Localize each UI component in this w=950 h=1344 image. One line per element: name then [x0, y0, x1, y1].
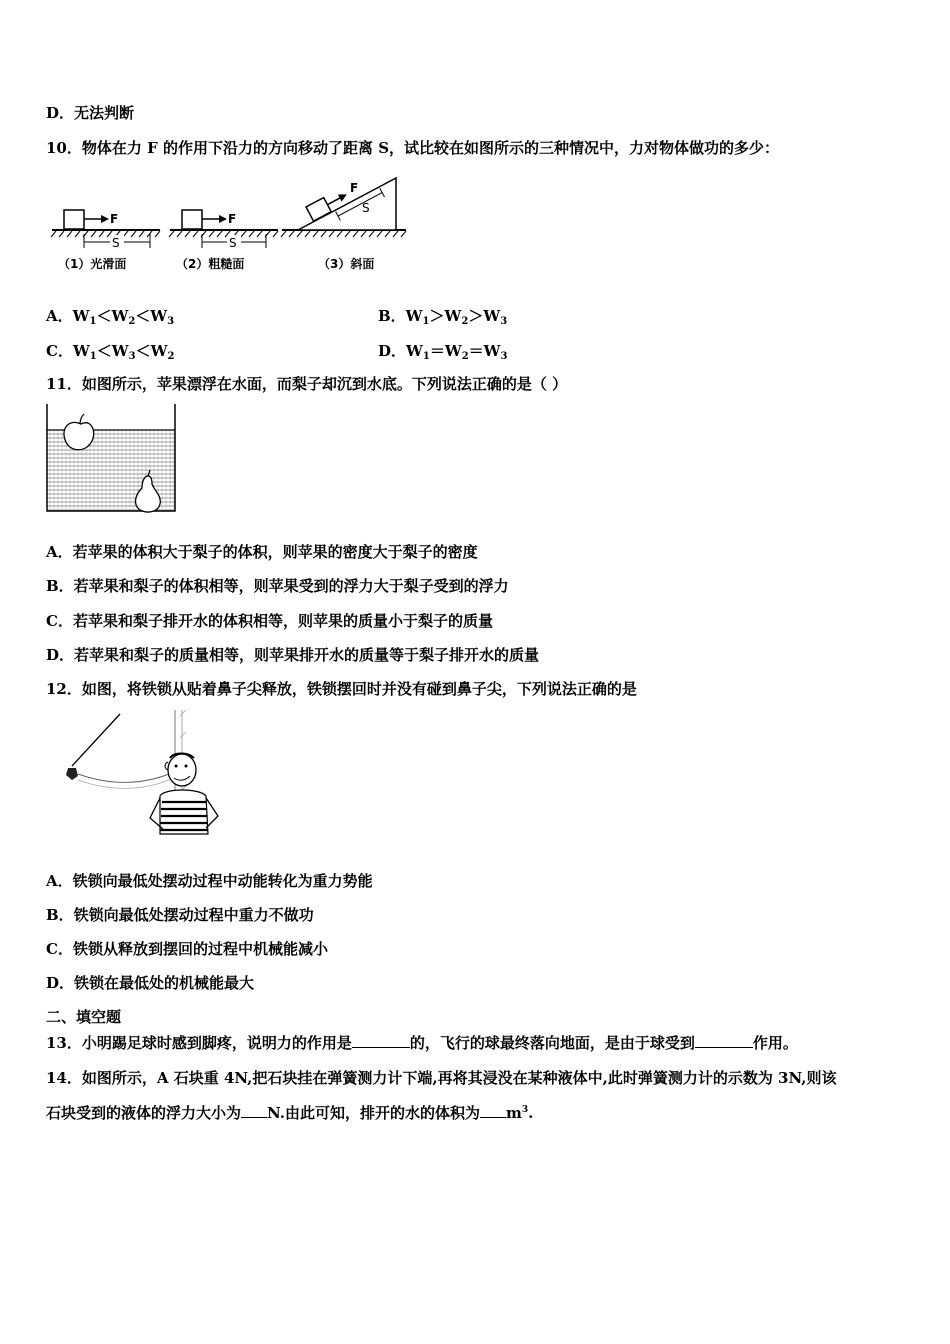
- q11-option-b: B．若苹果和梨子的体积相等，则苹果受到的浮力大于梨子受到的浮力: [46, 577, 509, 595]
- q11-option-c: C．若苹果和梨子排开水的体积相等，则苹果的质量小于梨子的质量: [46, 612, 493, 630]
- boy: [150, 754, 218, 835]
- q13-text: 13．小明踢足球时感到脚疼，说明力的作用是 的，飞行的球最终落向地面，是由于球受到 作用。: [46, 1034, 798, 1052]
- q10-figure-rough-surface: [169, 210, 278, 271]
- q10-figure-smooth-surface: [51, 210, 160, 271]
- q11-stem: 11．如图所示，苹果漂浮在水面，而梨子却沉到水底。下列说法正确的是（ ）: [46, 375, 568, 393]
- q10-distance-label-2: S: [229, 236, 237, 250]
- apple: [64, 414, 94, 450]
- q12-stem: 12．如图，将铁锁从贴着鼻子尖释放，铁锁摆回时并没有碰到鼻子尖，下列说法正确的是: [46, 680, 637, 698]
- q10-option-b: B．$W_1>W_2>W_3$: [378, 307, 508, 327]
- q12-option-d: D．铁锁在最低处的机械能最大: [46, 974, 255, 992]
- q10-distance-label-3: S: [362, 201, 370, 215]
- q12-option-c: C．铁锁从释放到摆回的过程中机械能减小: [46, 940, 328, 958]
- q11-figure-apple-pear: [44, 404, 180, 514]
- q10-force-label-3: F: [350, 181, 359, 195]
- q14-line-2: 石块受到的液体的浮力大小为 N.由此可知，排开的水的体积为 $m^3$.: [46, 1104, 534, 1122]
- q10-stem: 10．物体在力 F 的作用下沿力的方向移动了距离 S，试比较在如图所示的三种情况中，力对物体做功的多少：: [46, 139, 780, 157]
- q13-blank-1[interactable]: [352, 1033, 410, 1048]
- q14-line-1: 14．如图所示，A 石块重 4N,把石块挂在弹簧测力计下端,再将其浸没在某种液体中,此时弹簧测力计的示数为 3N,则该: [46, 1069, 837, 1087]
- q10-option-a: A．$W_1<W_2<W_3$: [46, 307, 175, 327]
- q10-caption-3: （3）斜面: [318, 257, 375, 271]
- q12-option-a: A．铁锁向最低处摆动过程中动能转化为重力势能: [46, 872, 373, 890]
- q10-caption-1: （1）光滑面: [58, 257, 127, 271]
- q10-option-d: D．$W_1=W_2=W_3$: [378, 342, 508, 362]
- q14-blank-1[interactable]: [241, 1103, 267, 1118]
- q12-option-b: B．铁锁向最低处摆动过程中重力不做功: [46, 906, 314, 924]
- q10-caption-2: （2）粗糙面: [176, 257, 245, 271]
- q10-force-label-2: F: [228, 212, 237, 226]
- section-title-fill-in: 二、填空题: [46, 1008, 122, 1026]
- q10-distance-label-1: S: [112, 236, 120, 250]
- q10-option-c: C．$W_1<W_3<W_2$: [46, 342, 175, 362]
- q11-option-d: D．若苹果和梨子的质量相等，则苹果排开水的质量等于梨子排开水的质量: [46, 646, 540, 664]
- q13-blank-2[interactable]: [695, 1033, 753, 1048]
- q12-figure-pendulum-lock: [60, 708, 240, 838]
- q9-option-d: D．无法判断: [46, 104, 135, 122]
- q10-figure: [46, 174, 416, 274]
- q14-blank-2[interactable]: [480, 1103, 506, 1118]
- iron-lock: [66, 768, 78, 780]
- q10-force-label-1: F: [110, 212, 119, 226]
- q10-figure-incline: [281, 174, 406, 271]
- q11-option-a: A．若苹果的体积大于梨子的体积，则苹果的密度大于梨子的密度: [46, 543, 478, 561]
